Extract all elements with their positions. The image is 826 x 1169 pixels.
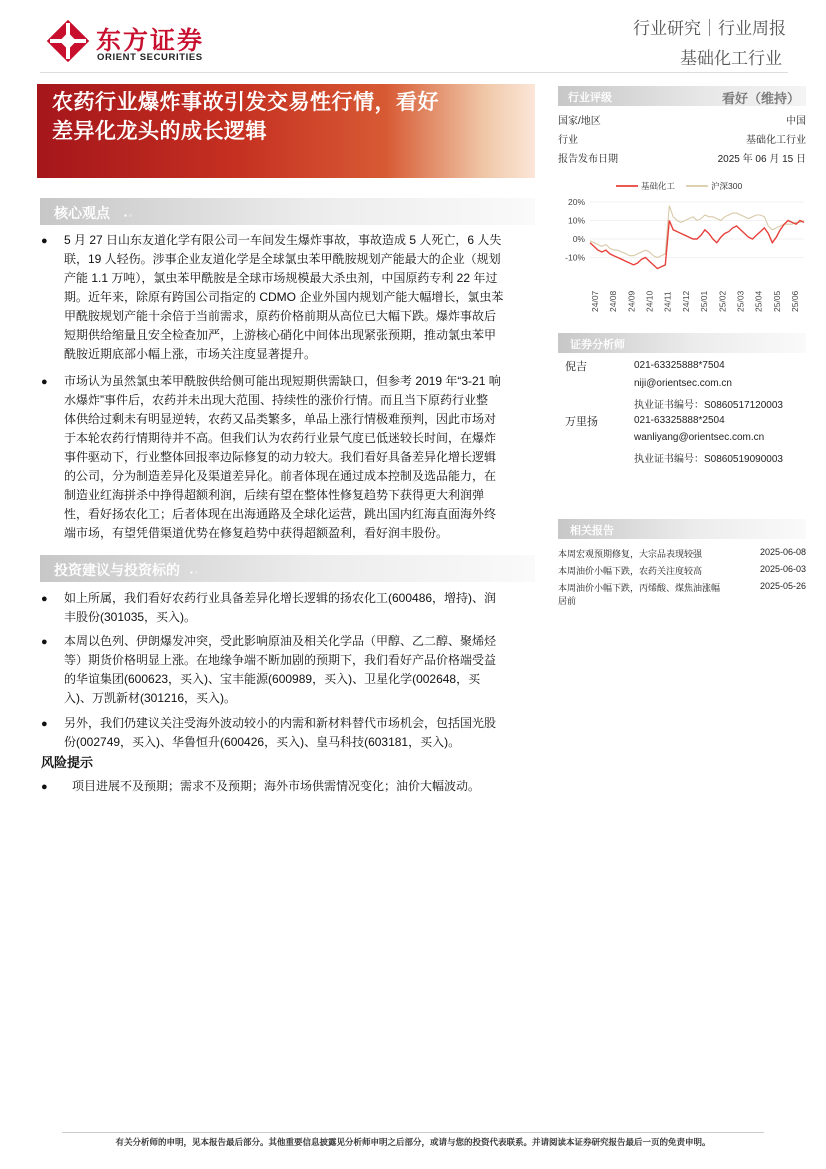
report-sector: 基础化工行业	[680, 49, 782, 68]
info-row	[558, 112, 806, 127]
text-line: 于本轮农药行情期待并不高。但我们认为农药行业景气度已低迷较长时间，在爆炸	[64, 431, 497, 445]
x-tick-label: 25/06	[790, 290, 800, 312]
legend-label: 沪深300	[711, 181, 743, 191]
dots-icon: ▪ ▫	[124, 211, 132, 220]
title-line: 农药行业爆炸事故引发交易性行情，看好	[52, 91, 439, 114]
info-value: 2025 年 06 月 15 日	[717, 154, 806, 165]
analyst-email[interactable]: niji@orientsec.com.cn	[634, 378, 732, 389]
analyst-name: 倪吉	[565, 361, 587, 373]
bullet-icon: ●	[41, 636, 48, 648]
chart-x-ticks	[590, 290, 800, 312]
bullet-icon: ●	[41, 593, 48, 605]
info-value: 基础化工行业	[746, 135, 806, 146]
text-line: 5 月 27 日山东友道化学有限公司一车间发生爆炸事故，事故造成 5 人死亡，6 人失	[64, 233, 502, 247]
text-line: 水爆炸”事件后，农药并未出现大范围、持续性的涨价行情。而且当下原药行业整	[64, 393, 488, 407]
risk-text: 项目进展不及预期；需求不及预期；海外市场供需情况变化；油价大幅波动。	[72, 779, 481, 793]
investment-header	[40, 555, 535, 582]
info-row	[558, 131, 806, 146]
text-line: 体供给过剩未有明显逆转，农药又品类繁多，单品上涨行情极难预判，因此市场对	[64, 412, 497, 426]
rating-bar	[558, 86, 806, 106]
text-line: 的华谊集团(600623，买入)、宝丰能源(600989，买入)、卫星化学(002648，买	[64, 672, 481, 686]
dots-icon: ▪ ▫	[190, 568, 198, 577]
title-line: 差异化龙头的成长逻辑	[52, 120, 267, 143]
x-tick-label: 24/07	[590, 290, 600, 312]
analysts-header	[558, 333, 806, 353]
related-report-item[interactable]	[558, 547, 808, 560]
x-tick-label: 24/11	[662, 291, 673, 312]
x-tick-label: 25/05	[771, 290, 782, 312]
section-title: 核心观点	[54, 205, 110, 221]
orient-logo-icon	[47, 20, 89, 62]
series-line-benchmark	[590, 206, 804, 258]
related-header	[558, 519, 806, 539]
text-line: 端市场，有望凭借渠道优势在修复趋势中获得超额盈利，看好润丰股份。	[64, 526, 449, 540]
analyst-phone: 021-63325888*7504	[634, 360, 725, 371]
text-line: 产能 1.1 万吨），氯虫苯甲酰胺是全球市场规模最大杀虫剂，中国原药专利 22 年过	[64, 271, 498, 285]
text-line: 酰胺近期底部小幅上涨，市场关注度显著提升。	[64, 347, 317, 361]
x-tick-label: 25/03	[735, 290, 746, 312]
text-line: 的公司，分为制造差异化及渠道差异化。前者体现在通过成本控制及选品能力，在	[64, 469, 497, 483]
legend-label: 基础化工	[641, 181, 676, 191]
text-line: 联，19 人轻伤。涉事企业友道化学是全球氯虫苯甲酰胺规划产能最大的企业（规划	[64, 252, 501, 266]
analyst-cert: 执业证书编号：S0860517120003	[634, 400, 783, 411]
logo-text: 东方证券	[96, 27, 205, 55]
related-report-date: 2025-06-08	[759, 547, 806, 557]
text-line: 短期供给缩量且安全检查加严，上游核心硝化中间体出现紧张预期，推动氯虫苯甲	[64, 328, 497, 342]
text-line: 期。近年来，除原有跨国公司指定的 CDMO 企业外国内规划产能大幅增长，氯虫苯	[64, 290, 504, 304]
x-tick-label: 25/01	[699, 290, 710, 312]
y-tick-label: 0%	[572, 234, 585, 244]
text-line: 甲酰胺规划产能十余倍于当前需求，原药价格前期从高位已大幅下跌。爆炸事故后	[64, 309, 497, 323]
bullet-icon: ●	[41, 718, 48, 730]
core-paragraph-2	[64, 372, 529, 543]
x-tick-label: 25/04	[753, 290, 764, 312]
analyst-email[interactable]: wanliyang@orientsec.com.cn	[634, 432, 765, 443]
related-report-item[interactable]	[558, 564, 808, 577]
y-tick-label: 10%	[567, 215, 585, 226]
section-title: 投资建议与投资标的	[54, 562, 180, 578]
related-report-title: 本周油价小幅下跌，丙烯酸、煤焦油涨幅	[558, 583, 721, 593]
related-report-title-cont: 居前	[558, 596, 577, 606]
chart-lines	[590, 206, 804, 269]
info-key: 报告发布日期	[558, 154, 618, 165]
core-paragraph-1	[64, 231, 529, 364]
y-tick-label: 20%	[567, 197, 585, 207]
x-tick-label: 24/08	[608, 290, 619, 312]
text-line: 如上所属，我们看好农药行业具备差异化增长逻辑的扬农化工(600486，增持)、润	[64, 591, 497, 605]
bullet-icon: ●	[41, 376, 48, 388]
invest-paragraph-3	[64, 714, 529, 752]
report-title	[52, 88, 522, 146]
text-line: 制造业红海拼杀中挣得超额利润，后续有望在整体性修复趋势下获得更大利润弹	[64, 488, 485, 502]
text-line: 事件驱动下，行业整体回报率边际修复的动力较大。我们看好具备差异化增长逻辑	[64, 450, 497, 464]
text-line: 入)、万凯新材(301216，买入)。	[64, 691, 237, 705]
text-line: 性，看好扬农化工；后者体现在出海通路及全球化运营，跳出国内红海直面海外终	[64, 507, 497, 521]
info-value: 中国	[786, 116, 806, 127]
related-report-title: 本周油价小幅下跌，农药关注度较高	[558, 566, 703, 576]
x-tick-label: 25/02	[717, 290, 728, 312]
rating-value: 看好（维持）	[721, 91, 800, 106]
series-line-sector	[590, 221, 804, 269]
text-line: 市场认为虽然氯虫苯甲酰胺供给侧可能出现短期供需缺口，但参考 2019 年“3-21 响	[64, 374, 501, 388]
related-report-date: 2025-05-26	[759, 581, 806, 591]
text-line: 丰股份(301035，买入)。	[64, 610, 197, 624]
info-row	[558, 150, 806, 165]
footer-disclaimer: 有关分析师的申明，见本报告最后部分。其他重要信息披露见分析师申明之后部分，或请与您的投资代表联系。并请阅读本证券研究报告最后一页的免责申明。	[115, 1137, 711, 1147]
text-line: 份(002749，买入)、华鲁恒升(600426，买入)、皇马科技(603181，买入)。	[64, 735, 461, 749]
related-report-title: 本周宏观预期修复，大宗品表现较强	[558, 549, 703, 559]
performance-chart	[556, 172, 808, 324]
logo-subtext: ORIENT SECURITIES	[97, 52, 203, 63]
bullet-icon: ●	[41, 235, 48, 247]
text-line: 本周以色列、伊朗爆发冲突，受此影响原油及相关化学品（甲醇、乙二醇、聚烯烃	[64, 634, 497, 648]
chart-legend	[616, 181, 742, 191]
invest-paragraph-1	[64, 589, 529, 627]
analyst-phone: 021-63325888*2504	[634, 415, 725, 426]
header-divider	[40, 72, 788, 73]
x-tick-label: 24/12	[680, 290, 691, 312]
info-key: 国家/地区	[558, 116, 601, 127]
text-line: 另外，我们仍建议关注受海外波动较小的内需和新材料替代市场机会，包括国光股	[64, 716, 497, 730]
core-views-header	[40, 198, 535, 225]
info-key: 行业	[558, 135, 578, 146]
analyst-cert: 执业证书编号：S0860519090003	[634, 454, 783, 465]
risk-heading: 风险提示	[41, 755, 94, 770]
related-report-item[interactable]	[558, 581, 808, 607]
x-tick-label: 24/10	[644, 290, 655, 312]
section-title: 相关报告	[570, 525, 614, 537]
section-title: 证券分析师	[570, 339, 625, 351]
chart-y-ticks	[565, 197, 585, 263]
bullet-icon: ●	[41, 781, 48, 793]
invest-paragraph-2	[64, 632, 529, 708]
y-tick-label: -10%	[565, 252, 585, 263]
analyst-name: 万里扬	[565, 416, 598, 428]
report-type: 行业研究｜行业周报	[633, 19, 786, 38]
related-report-date: 2025-06-03	[759, 564, 806, 574]
rating-label: 行业评级	[568, 92, 612, 104]
text-line: 等）期货价格明显上涨。在地缘争端不断加剧的预期下，我们看好产品价格端受益	[64, 653, 497, 667]
footer-divider	[62, 1132, 764, 1133]
x-tick-label: 24/09	[626, 290, 637, 312]
